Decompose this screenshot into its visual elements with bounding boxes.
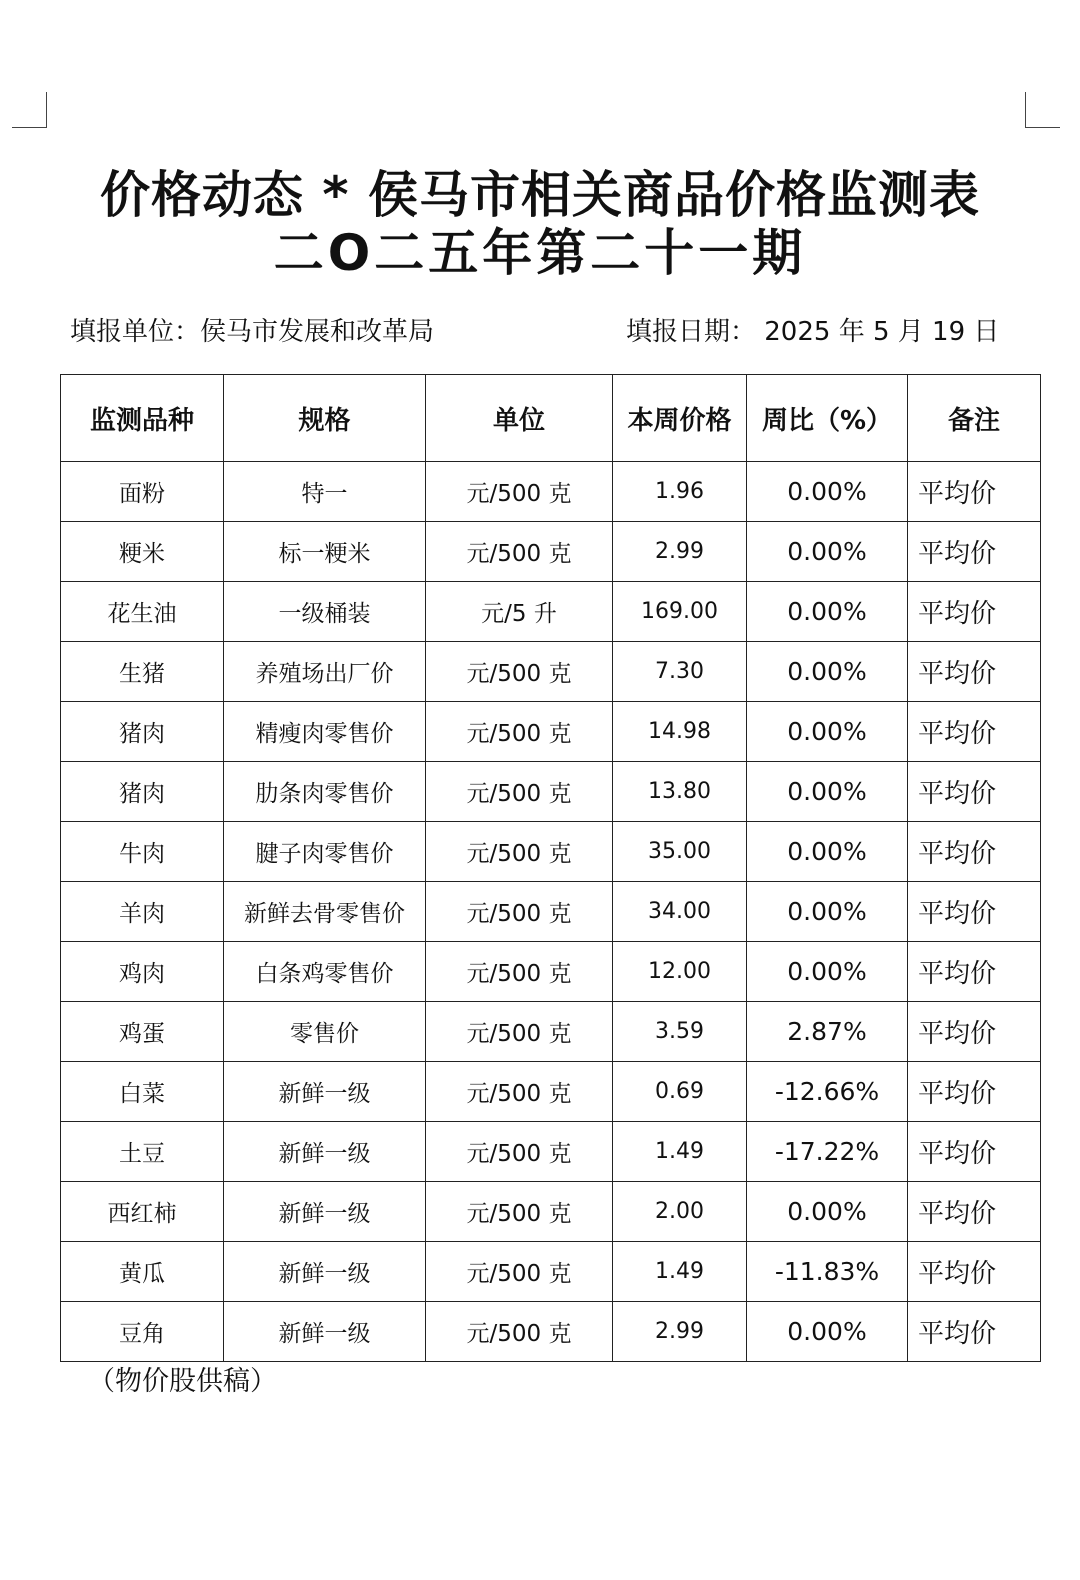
cell-unit: 元/500 克 [426,462,613,522]
cell-note: 平均价 [908,702,1041,762]
cell-spec: 新鲜一级 [224,1242,426,1302]
cell-spec: 新鲜一级 [224,1122,426,1182]
cell-unit: 元/500 克 [426,1002,613,1062]
cell-unit: 元/500 克 [426,1182,613,1242]
cell-spec: 一级桶装 [224,582,426,642]
table-row [61,1062,1041,1122]
table-row [61,582,1041,642]
cell-note: 平均价 [908,1002,1041,1062]
reporting-date: 填报日期： 2025 年 5 月 19 日 [626,317,1000,347]
cell-price: 12.00 [613,942,747,1002]
cell-spec: 白条鸡零售价 [224,942,426,1002]
document-title: 价格动态 * 侯马市相关商品价格监测表 [100,166,980,224]
cell-change: 0.00% [747,762,908,822]
cell-change: 0.00% [747,582,908,642]
table-row [61,822,1041,882]
cell-unit: 元/5 升 [426,582,613,642]
cell-price: 35.00 [613,822,747,882]
cell-note: 平均价 [908,582,1041,642]
cell-unit: 元/500 克 [426,1062,613,1122]
cell-price: 1.49 [613,1122,747,1182]
cell-change: -11.83% [747,1242,908,1302]
cell-spec: 新鲜一级 [224,1062,426,1122]
cell-change: -17.22% [747,1122,908,1182]
cell-note: 平均价 [908,822,1041,882]
cell-price: 2.00 [613,1182,747,1242]
cell-unit: 元/500 克 [426,702,613,762]
cell-spec: 腱子肉零售价 [224,822,426,882]
cell-note: 平均价 [908,642,1041,702]
cell-item: 白菜 [61,1062,224,1122]
cell-spec: 新鲜一级 [224,1302,426,1362]
cell-item: 面粉 [61,462,224,522]
reporting-unit: 填报单位：侯马市发展和改革局 [70,317,435,347]
cell-note: 平均价 [908,1302,1041,1362]
table-row [61,1122,1041,1182]
cell-spec: 新鲜去骨零售价 [224,882,426,942]
cell-change: 0.00% [747,522,908,582]
cell-note: 平均价 [908,1062,1041,1122]
table-row [61,702,1041,762]
cell-unit: 元/500 克 [426,1302,613,1362]
cell-spec: 新鲜一级 [224,1182,426,1242]
cell-note: 平均价 [908,462,1041,522]
cell-note: 平均价 [908,762,1041,822]
header-unit: 单位 [426,375,613,462]
cell-item: 羊肉 [61,882,224,942]
header-item: 监测品种 [61,375,224,462]
document-issue: 二O二五年第二十一期 [273,224,807,282]
cell-item: 鸡蛋 [61,1002,224,1062]
cell-unit: 元/500 克 [426,1122,613,1182]
cell-change: 0.00% [747,882,908,942]
table-row [61,462,1041,522]
cell-spec: 特一 [224,462,426,522]
cell-item: 花生油 [61,582,224,642]
cell-unit: 元/500 克 [426,762,613,822]
cell-item: 黄瓜 [61,1242,224,1302]
cell-unit: 元/500 克 [426,642,613,702]
cell-spec: 养殖场出厂价 [224,642,426,702]
table-row [61,762,1041,822]
cell-change: 0.00% [747,1302,908,1362]
table-row [61,1182,1041,1242]
cell-item: 粳米 [61,522,224,582]
cell-note: 平均价 [908,942,1041,1002]
cell-change: 0.00% [747,642,908,702]
cell-spec: 标一粳米 [224,522,426,582]
cell-price: 3.59 [613,1002,747,1062]
cell-change: 0.00% [747,702,908,762]
cell-price: 169.00 [613,582,747,642]
cell-price: 7.30 [613,642,747,702]
header-note: 备注 [908,375,1041,462]
cell-item: 豆角 [61,1302,224,1362]
crop-mark-left-vertical [46,92,47,128]
header-price: 本周价格 [613,375,747,462]
cell-note: 平均价 [908,1122,1041,1182]
cell-note: 平均价 [908,882,1041,942]
cell-item: 生猪 [61,642,224,702]
cell-item: 西红柿 [61,1182,224,1242]
cell-change: -12.66% [747,1062,908,1122]
table-header-row [61,375,1041,462]
table-row [61,1002,1041,1062]
cell-price: 14.98 [613,702,747,762]
cell-change: 0.00% [747,1182,908,1242]
cell-unit: 元/500 克 [426,942,613,1002]
cell-note: 平均价 [908,522,1041,582]
table-row [61,1242,1041,1302]
table-row [61,522,1041,582]
cell-unit: 元/500 克 [426,822,613,882]
cell-unit: 元/500 克 [426,1242,613,1302]
table-row [61,642,1041,702]
cell-price: 0.69 [613,1062,747,1122]
cell-unit: 元/500 克 [426,522,613,582]
cell-change: 2.87% [747,1002,908,1062]
cell-price: 1.96 [613,462,747,522]
cell-change: 0.00% [747,942,908,1002]
source-note: （物价股供稿） [88,1366,277,1397]
cell-price: 2.99 [613,1302,747,1362]
table-row [61,942,1041,1002]
crop-mark-right-vertical [1025,92,1026,128]
cell-item: 牛肉 [61,822,224,882]
cell-item: 土豆 [61,1122,224,1182]
header-change: 周比（%） [747,375,908,462]
crop-mark-right-horizontal [1025,127,1060,128]
cell-spec: 肋条肉零售价 [224,762,426,822]
cell-price: 34.00 [613,882,747,942]
cell-spec: 零售价 [224,1002,426,1062]
cell-note: 平均价 [908,1242,1041,1302]
cell-price: 13.80 [613,762,747,822]
cell-item: 猪肉 [61,702,224,762]
cell-change: 0.00% [747,822,908,882]
cell-unit: 元/500 克 [426,882,613,942]
cell-change: 0.00% [747,462,908,522]
crop-mark-left-horizontal [12,127,47,128]
table-row [61,1302,1041,1362]
cell-price: 1.49 [613,1242,747,1302]
cell-price: 2.99 [613,522,747,582]
table-row [61,882,1041,942]
cell-spec: 精瘦肉零售价 [224,702,426,762]
cell-note: 平均价 [908,1182,1041,1242]
cell-item: 鸡肉 [61,942,224,1002]
header-spec: 规格 [224,375,426,462]
cell-item: 猪肉 [61,762,224,822]
price-table [60,374,1041,1362]
